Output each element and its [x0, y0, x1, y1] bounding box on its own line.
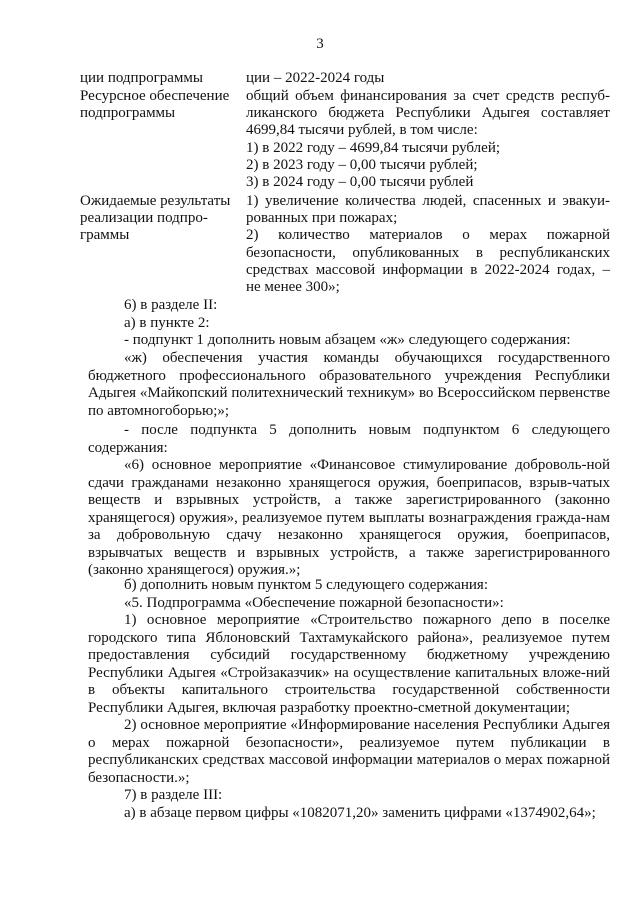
- value-line: 2) количество материалов о мерах пожарной: [246, 227, 610, 244]
- paragraph: 6) в разделе II:: [124, 297, 218, 313]
- row-label: [80, 70, 240, 87]
- paragraph: «ж) обеспечения участия команды обучающихся государственного бюджетного профессионального образовательного учреждения Республики Адыгея «Майкопский политехнический техникум» во Всероссийском первенстве по автомногоборью;»;: [88, 350, 610, 419]
- value-line: средствах массовой информации в 2022-2024 годах, –: [246, 261, 610, 278]
- label-line: Ресурсное обеспечение: [80, 88, 230, 104]
- value-line: 3) в 2024 году – 0,00 тысячи рублей: [246, 174, 474, 191]
- row-value: [246, 193, 610, 296]
- label-line: Ожидаемые результаты: [80, 193, 231, 209]
- paragraph: а) в абзаце первом цифры «1082071,20» заменить цифрами «1374902,64»;: [124, 805, 596, 821]
- paragraph: «5. Подпрограмма «Обеспечение пожарной безопасности»:: [124, 594, 504, 611]
- row-label: [80, 193, 240, 245]
- value-line: ции – 2022-2024 годы: [246, 70, 385, 86]
- paragraph-7-block: [88, 787, 610, 805]
- value-line: не менее 300»;: [246, 279, 340, 296]
- paragraph: - после подпункта 5 дополнить новым подпунктом 6 следующего содержания:: [88, 422, 610, 456]
- paragraph-7a: [88, 805, 610, 823]
- paragraph-6: [88, 457, 610, 580]
- row-label: [80, 88, 240, 122]
- label-line: подпрограммы: [80, 105, 176, 122]
- paragraph-after-5: [88, 422, 610, 457]
- value-line: 1) в 2022 году – 4699,84 тысячи рублей;: [246, 139, 501, 156]
- value-line: 1) увеличение количества людей, спасенных и эвакуи-: [246, 193, 610, 209]
- paragraph: 1) основное мероприятие «Строительство пожарного депо в поселке городского типа Яблоновский Тахтамукайского района», реализуемое путем предоставления субсидий государственному бюджетному учреждению Республики Адыгея «Стройзаказчик» на осуществление капитальных вложе-ний в объекты капитального строительства государственной собственности Республики Адыгея, включая разработку проектно-сметной документации;: [88, 612, 610, 716]
- section-6-heading-block: [88, 297, 610, 350]
- paragraph-b-block: [88, 577, 610, 612]
- value-line: ликанского бюджета Республики Адыгея составляет: [246, 105, 610, 122]
- value-line: 4699,84 тысячи рублей, в том числе:: [246, 122, 478, 139]
- label-line: ции подпрограммы: [80, 70, 203, 86]
- label-line: граммы: [80, 227, 130, 244]
- paragraph: 7) в разделе III:: [124, 787, 223, 803]
- value-line: 2) в 2023 году – 0,00 тысячи рублей;: [246, 156, 478, 173]
- value-line: безопасности, опубликованных в республиканских: [246, 244, 610, 261]
- paragraph-zh: [88, 350, 610, 420]
- value-line: общий объем финансирования за счет средств респуб-: [246, 88, 610, 104]
- paragraph-1-depot: [88, 612, 610, 717]
- row-value: [246, 70, 610, 87]
- value-line: рованных при пожарах;: [246, 210, 398, 227]
- paragraph: «6) основное мероприятие «Финансовое стимулирование доброволь-ной сдачи гражданами незаконно хранящегося оружия, боеприпасов, взрыв-чатых веществ и взрывных устройств, а также зарегистрированного (законно хранящегося) оружия», реализуемое путем выплаты вознаграждения гражда-нам за добровольную сдачу незаконно хранящегося оружия, боеприпасов, взрывчатых веществ и взрывных устройств, а также зарегистрированного (законно хранящегося) оружия.»;: [88, 457, 610, 578]
- paragraph-2-info: [88, 717, 610, 787]
- page-number: 3: [316, 36, 324, 52]
- row-value: [246, 88, 610, 191]
- label-line: реализации подпро-: [80, 210, 208, 227]
- paragraph: 2) основное мероприятие «Информирование населения Республики Адыгея о мерах пожарной безопасности», реализуемое путем публикации в республиканских средствах массовой информации материалов о мерах пожарной безопасности.»;: [88, 717, 610, 786]
- paragraph: - подпункт 1 дополнить новым абзацем «ж» следующего содержания:: [124, 332, 571, 348]
- paragraph: а) в пункте 2:: [124, 314, 210, 331]
- paragraph: б) дополнить новым пунктом 5 следующего содержания:: [124, 577, 488, 593]
